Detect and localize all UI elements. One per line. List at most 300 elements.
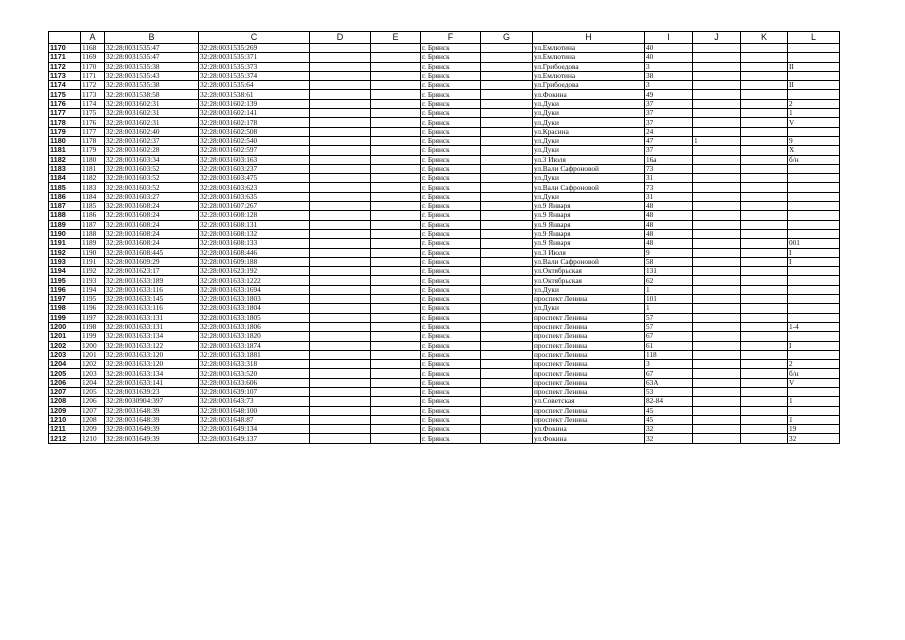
col-j-cell[interactable] xyxy=(693,109,741,118)
col-h-cell[interactable]: проспект Ленина xyxy=(533,322,645,331)
col-c-cell[interactable]: 32:28:0031633:606 xyxy=(199,378,310,387)
col-l-cell[interactable] xyxy=(788,90,840,99)
row-number-cell[interactable]: 1175 xyxy=(49,90,81,99)
col-e-cell[interactable] xyxy=(371,295,421,304)
col-c-cell[interactable]: 32:28:0031535:269 xyxy=(199,44,310,53)
col-b-cell[interactable]: 32:28:0031648:39 xyxy=(105,406,199,415)
col-b-cell[interactable]: 32:28:0031639:23 xyxy=(105,387,199,396)
col-g-cell[interactable] xyxy=(481,239,533,248)
col-i-cell[interactable]: 49 xyxy=(645,90,693,99)
col-a-cell[interactable]: 1194 xyxy=(81,285,105,294)
col-h-cell[interactable]: проспект Ленина xyxy=(533,341,645,350)
col-f-cell[interactable]: г. Брянск xyxy=(421,360,481,369)
col-b-cell[interactable]: 32:28:0031535:38 xyxy=(105,62,199,71)
col-g-cell[interactable] xyxy=(481,192,533,201)
column-header-k[interactable]: K xyxy=(741,32,788,44)
col-f-cell[interactable]: г. Брянск xyxy=(421,174,481,183)
col-b-cell[interactable]: 32:28:0031603:52 xyxy=(105,174,199,183)
col-j-cell[interactable] xyxy=(693,90,741,99)
col-b-cell[interactable]: 32:28:0031633:134 xyxy=(105,369,199,378)
col-h-cell[interactable]: ул.Дуки xyxy=(533,118,645,127)
col-l-cell[interactable]: 2 xyxy=(788,360,840,369)
col-a-cell[interactable]: 1205 xyxy=(81,387,105,396)
col-g-cell[interactable] xyxy=(481,295,533,304)
col-f-cell[interactable]: г. Брянск xyxy=(421,53,481,62)
col-c-cell[interactable]: 32:28:0031633:1694 xyxy=(199,285,310,294)
col-j-cell[interactable] xyxy=(693,174,741,183)
col-a-cell[interactable]: 1207 xyxy=(81,406,105,415)
col-f-cell[interactable]: г. Брянск xyxy=(421,127,481,136)
col-f-cell[interactable]: г. Брянск xyxy=(421,155,481,164)
col-e-cell[interactable] xyxy=(371,322,421,331)
column-header-d[interactable]: D xyxy=(310,32,371,44)
col-f-cell[interactable]: г. Брянск xyxy=(421,257,481,266)
col-b-cell[interactable]: 32:28:0031608:24 xyxy=(105,239,199,248)
col-h-cell[interactable]: проспект Ленина xyxy=(533,415,645,424)
row-number-cell[interactable]: 1189 xyxy=(49,220,81,229)
col-c-cell[interactable]: 32:28:0031535:373 xyxy=(199,62,310,71)
col-a-cell[interactable]: 1190 xyxy=(81,248,105,257)
col-c-cell[interactable]: 32:28:0031648:100 xyxy=(199,406,310,415)
col-j-cell[interactable] xyxy=(693,192,741,201)
col-b-cell[interactable]: 32:28:0031608:445 xyxy=(105,248,199,257)
col-b-cell[interactable]: 32:28:0031633:116 xyxy=(105,285,199,294)
col-k-cell[interactable] xyxy=(741,71,788,80)
col-f-cell[interactable]: г. Брянск xyxy=(421,146,481,155)
col-k-cell[interactable] xyxy=(741,304,788,313)
col-k-cell[interactable] xyxy=(741,174,788,183)
col-k-cell[interactable] xyxy=(741,369,788,378)
col-k-cell[interactable] xyxy=(741,192,788,201)
col-k-cell[interactable] xyxy=(741,276,788,285)
col-c-cell[interactable]: 32:28:0031607:267 xyxy=(199,202,310,211)
col-h-cell[interactable]: проспект Ленина xyxy=(533,406,645,415)
col-k-cell[interactable] xyxy=(741,267,788,276)
col-l-cell[interactable]: II xyxy=(788,62,840,71)
col-i-cell[interactable]: 82-84 xyxy=(645,397,693,406)
row-number-cell[interactable]: 1176 xyxy=(49,99,81,108)
col-b-cell[interactable]: 32:28:0031633:134 xyxy=(105,332,199,341)
col-a-cell[interactable]: 1206 xyxy=(81,397,105,406)
col-a-cell[interactable]: 1174 xyxy=(81,99,105,108)
col-k-cell[interactable] xyxy=(741,285,788,294)
col-b-cell[interactable]: 32:28:0031538:58 xyxy=(105,90,199,99)
col-a-cell[interactable]: 1186 xyxy=(81,211,105,220)
row-number-cell[interactable]: 1211 xyxy=(49,425,81,434)
col-g-cell[interactable] xyxy=(481,90,533,99)
col-h-cell[interactable]: ул.Емлютина xyxy=(533,44,645,53)
col-e-cell[interactable] xyxy=(371,341,421,350)
col-b-cell[interactable]: 32:28:0031608:24 xyxy=(105,211,199,220)
col-i-cell[interactable]: 57 xyxy=(645,313,693,322)
col-k-cell[interactable] xyxy=(741,53,788,62)
col-a-cell[interactable]: 1171 xyxy=(81,71,105,80)
col-e-cell[interactable] xyxy=(371,155,421,164)
col-b-cell[interactable]: 32:28:0031602:28 xyxy=(105,146,199,155)
col-k-cell[interactable] xyxy=(741,425,788,434)
col-d-cell[interactable] xyxy=(310,332,371,341)
col-h-cell[interactable]: ул.Дуки xyxy=(533,304,645,313)
col-g-cell[interactable] xyxy=(481,425,533,434)
col-e-cell[interactable] xyxy=(371,71,421,80)
row-number-cell[interactable]: 1193 xyxy=(49,257,81,266)
col-a-cell[interactable]: 1179 xyxy=(81,146,105,155)
col-f-cell[interactable]: г. Брянск xyxy=(421,71,481,80)
col-d-cell[interactable] xyxy=(310,304,371,313)
col-j-cell[interactable] xyxy=(693,397,741,406)
col-f-cell[interactable]: г. Брянск xyxy=(421,136,481,145)
col-i-cell[interactable]: 73 xyxy=(645,164,693,173)
col-h-cell[interactable]: ул.3 Июля xyxy=(533,248,645,257)
col-b-cell[interactable]: 32:28:0031602:31 xyxy=(105,118,199,127)
col-e-cell[interactable] xyxy=(371,183,421,192)
col-e-cell[interactable] xyxy=(371,378,421,387)
col-i-cell[interactable]: 118 xyxy=(645,350,693,359)
col-h-cell[interactable]: ул.Емлютина xyxy=(533,71,645,80)
col-c-cell[interactable]: 32:28:0031648:87 xyxy=(199,415,310,424)
col-h-cell[interactable]: ул.9 Января xyxy=(533,220,645,229)
col-l-cell[interactable] xyxy=(788,313,840,322)
col-e-cell[interactable] xyxy=(371,387,421,396)
col-l-cell[interactable] xyxy=(788,53,840,62)
col-k-cell[interactable] xyxy=(741,99,788,108)
col-b-cell[interactable]: 32:28:0031633:131 xyxy=(105,322,199,331)
col-k-cell[interactable] xyxy=(741,415,788,424)
col-b-cell[interactable]: 32:28:0031609:29 xyxy=(105,257,199,266)
col-g-cell[interactable] xyxy=(481,136,533,145)
col-l-cell[interactable] xyxy=(788,183,840,192)
col-b-cell[interactable]: 32:28:0031603:52 xyxy=(105,183,199,192)
col-e-cell[interactable] xyxy=(371,164,421,173)
col-e-cell[interactable] xyxy=(371,276,421,285)
col-l-cell[interactable] xyxy=(788,276,840,285)
col-i-cell[interactable]: 101 xyxy=(645,295,693,304)
col-l-cell[interactable]: I xyxy=(788,341,840,350)
col-i-cell[interactable]: 48 xyxy=(645,211,693,220)
col-g-cell[interactable] xyxy=(481,434,533,443)
col-g-cell[interactable] xyxy=(481,360,533,369)
col-g-cell[interactable] xyxy=(481,322,533,331)
col-g-cell[interactable] xyxy=(481,53,533,62)
col-a-cell[interactable]: 1208 xyxy=(81,415,105,424)
col-a-cell[interactable]: 1198 xyxy=(81,322,105,331)
col-b-cell[interactable]: 32:28:0031633:131 xyxy=(105,313,199,322)
col-f-cell[interactable]: г. Брянск xyxy=(421,415,481,424)
row-number-cell[interactable]: 1182 xyxy=(49,155,81,164)
col-g-cell[interactable] xyxy=(481,415,533,424)
col-f-cell[interactable]: г. Брянск xyxy=(421,406,481,415)
row-number-cell[interactable]: 1204 xyxy=(49,360,81,369)
col-i-cell[interactable]: 62 xyxy=(645,276,693,285)
corner-header-cell[interactable] xyxy=(49,32,81,44)
col-i-cell[interactable]: 3 xyxy=(645,81,693,90)
col-k-cell[interactable] xyxy=(741,44,788,53)
row-number-cell[interactable]: 1209 xyxy=(49,406,81,415)
col-c-cell[interactable]: 32:28:0031603:475 xyxy=(199,174,310,183)
col-h-cell[interactable]: проспект Ленина xyxy=(533,313,645,322)
col-h-cell[interactable]: ул.Фокина xyxy=(533,425,645,434)
col-b-cell[interactable]: 32:28:0031648:39 xyxy=(105,415,199,424)
col-c-cell[interactable]: 32:28:0031603:237 xyxy=(199,164,310,173)
col-g-cell[interactable] xyxy=(481,183,533,192)
col-c-cell[interactable]: 32:28:0031602:141 xyxy=(199,109,310,118)
col-l-cell[interactable] xyxy=(788,406,840,415)
col-a-cell[interactable]: 1200 xyxy=(81,341,105,350)
col-g-cell[interactable] xyxy=(481,127,533,136)
col-d-cell[interactable] xyxy=(310,136,371,145)
col-c-cell[interactable]: 32:28:0031623:192 xyxy=(199,267,310,276)
col-j-cell[interactable] xyxy=(693,406,741,415)
col-i-cell[interactable]: 3 xyxy=(645,62,693,71)
col-h-cell[interactable]: ул.3 Июля xyxy=(533,155,645,164)
col-h-cell[interactable]: ул.Дуки xyxy=(533,174,645,183)
col-i-cell[interactable]: 16а xyxy=(645,155,693,164)
col-j-cell[interactable] xyxy=(693,118,741,127)
col-a-cell[interactable]: 1201 xyxy=(81,350,105,359)
col-g-cell[interactable] xyxy=(481,44,533,53)
col-e-cell[interactable] xyxy=(371,332,421,341)
col-b-cell[interactable]: 32:28:0031535:47 xyxy=(105,44,199,53)
col-d-cell[interactable] xyxy=(310,81,371,90)
col-f-cell[interactable]: г. Брянск xyxy=(421,248,481,257)
col-a-cell[interactable]: 1184 xyxy=(81,192,105,201)
col-a-cell[interactable]: 1210 xyxy=(81,434,105,443)
col-f-cell[interactable]: г. Брянск xyxy=(421,211,481,220)
col-b-cell[interactable]: 32:28:0031623:17 xyxy=(105,267,199,276)
col-a-cell[interactable]: 1196 xyxy=(81,304,105,313)
col-l-cell[interactable] xyxy=(788,164,840,173)
col-j-cell[interactable] xyxy=(693,434,741,443)
col-f-cell[interactable]: г. Брянск xyxy=(421,434,481,443)
col-a-cell[interactable]: 1188 xyxy=(81,229,105,238)
col-l-cell[interactable] xyxy=(788,267,840,276)
col-l-cell[interactable] xyxy=(788,332,840,341)
col-i-cell[interactable]: 61 xyxy=(645,341,693,350)
col-i-cell[interactable]: 48 xyxy=(645,239,693,248)
col-h-cell[interactable]: ул.Вали Сафроновой xyxy=(533,257,645,266)
col-l-cell[interactable]: 9 xyxy=(788,136,840,145)
col-a-cell[interactable]: 1204 xyxy=(81,378,105,387)
row-number-cell[interactable]: 1206 xyxy=(49,378,81,387)
col-f-cell[interactable]: г. Брянск xyxy=(421,425,481,434)
col-e-cell[interactable] xyxy=(371,192,421,201)
row-number-cell[interactable]: 1201 xyxy=(49,332,81,341)
column-header-i[interactable]: I xyxy=(645,32,693,44)
col-f-cell[interactable]: г. Брянск xyxy=(421,387,481,396)
row-number-cell[interactable]: 1172 xyxy=(49,62,81,71)
col-g-cell[interactable] xyxy=(481,257,533,266)
col-a-cell[interactable]: 1192 xyxy=(81,267,105,276)
col-c-cell[interactable]: 32:28:0031643:73 xyxy=(199,397,310,406)
col-f-cell[interactable]: г. Брянск xyxy=(421,109,481,118)
col-g-cell[interactable] xyxy=(481,248,533,257)
col-k-cell[interactable] xyxy=(741,118,788,127)
col-l-cell[interactable]: II xyxy=(788,81,840,90)
col-i-cell[interactable]: 48 xyxy=(645,229,693,238)
col-c-cell[interactable]: 32:28:0031633:520 xyxy=(199,369,310,378)
col-a-cell[interactable]: 1181 xyxy=(81,164,105,173)
col-e-cell[interactable] xyxy=(371,81,421,90)
col-j-cell[interactable] xyxy=(693,99,741,108)
row-number-cell[interactable]: 1191 xyxy=(49,239,81,248)
col-k-cell[interactable] xyxy=(741,434,788,443)
col-i-cell[interactable]: 38 xyxy=(645,71,693,80)
col-c-cell[interactable]: 32:28:0031633:318 xyxy=(199,360,310,369)
col-f-cell[interactable]: г. Брянск xyxy=(421,164,481,173)
col-l-cell[interactable] xyxy=(788,304,840,313)
col-a-cell[interactable]: 1169 xyxy=(81,53,105,62)
col-i-cell[interactable]: 67 xyxy=(645,369,693,378)
col-a-cell[interactable]: 1176 xyxy=(81,118,105,127)
col-h-cell[interactable]: ул.9 Января xyxy=(533,239,645,248)
col-c-cell[interactable]: 32:28:0031633:1820 xyxy=(199,332,310,341)
col-e-cell[interactable] xyxy=(371,267,421,276)
col-c-cell[interactable]: 32:28:0031602:508 xyxy=(199,127,310,136)
col-a-cell[interactable]: 1191 xyxy=(81,257,105,266)
col-g-cell[interactable] xyxy=(481,387,533,396)
col-k-cell[interactable] xyxy=(741,341,788,350)
col-g-cell[interactable] xyxy=(481,304,533,313)
col-k-cell[interactable] xyxy=(741,239,788,248)
col-e-cell[interactable] xyxy=(371,239,421,248)
col-h-cell[interactable]: проспект Ленина xyxy=(533,369,645,378)
col-i-cell[interactable]: 1 xyxy=(645,285,693,294)
col-g-cell[interactable] xyxy=(481,71,533,80)
col-e-cell[interactable] xyxy=(371,313,421,322)
col-d-cell[interactable] xyxy=(310,127,371,136)
column-header-l[interactable]: L xyxy=(788,32,840,44)
col-j-cell[interactable] xyxy=(693,378,741,387)
col-g-cell[interactable] xyxy=(481,118,533,127)
col-e-cell[interactable] xyxy=(371,434,421,443)
col-d-cell[interactable] xyxy=(310,229,371,238)
col-c-cell[interactable]: 32:28:0031639:107 xyxy=(199,387,310,396)
col-l-cell[interactable] xyxy=(788,295,840,304)
col-h-cell[interactable]: ул.Красина xyxy=(533,127,645,136)
col-d-cell[interactable] xyxy=(310,109,371,118)
col-c-cell[interactable]: 32:28:0031602:597 xyxy=(199,146,310,155)
col-c-cell[interactable]: 32:28:0031535:374 xyxy=(199,71,310,80)
col-l-cell[interactable]: I xyxy=(788,257,840,266)
col-g-cell[interactable] xyxy=(481,229,533,238)
col-k-cell[interactable] xyxy=(741,146,788,155)
col-j-cell[interactable] xyxy=(693,146,741,155)
col-d-cell[interactable] xyxy=(310,239,371,248)
col-k-cell[interactable] xyxy=(741,397,788,406)
col-b-cell[interactable]: 32:28:0031535:47 xyxy=(105,53,199,62)
col-j-cell[interactable] xyxy=(693,164,741,173)
col-k-cell[interactable] xyxy=(741,127,788,136)
col-h-cell[interactable]: ул.Емлютина xyxy=(533,53,645,62)
col-f-cell[interactable]: г. Брянск xyxy=(421,378,481,387)
col-a-cell[interactable]: 1182 xyxy=(81,174,105,183)
col-f-cell[interactable]: г. Брянск xyxy=(421,313,481,322)
col-c-cell[interactable]: 32:28:0031608:128 xyxy=(199,211,310,220)
col-b-cell[interactable]: 32:28:0031633:120 xyxy=(105,360,199,369)
col-l-cell[interactable] xyxy=(788,285,840,294)
col-d-cell[interactable] xyxy=(310,71,371,80)
col-j-cell[interactable] xyxy=(693,295,741,304)
col-d-cell[interactable] xyxy=(310,397,371,406)
col-b-cell[interactable]: 32:28:0031649:39 xyxy=(105,434,199,443)
col-g-cell[interactable] xyxy=(481,202,533,211)
col-c-cell[interactable]: 32:28:0031609:188 xyxy=(199,257,310,266)
col-j-cell[interactable] xyxy=(693,257,741,266)
col-j-cell[interactable] xyxy=(693,332,741,341)
col-f-cell[interactable]: г. Брянск xyxy=(421,202,481,211)
col-i-cell[interactable]: 48 xyxy=(645,220,693,229)
row-number-cell[interactable]: 1184 xyxy=(49,174,81,183)
col-i-cell[interactable]: 67 xyxy=(645,332,693,341)
col-f-cell[interactable]: г. Брянск xyxy=(421,118,481,127)
col-k-cell[interactable] xyxy=(741,62,788,71)
col-d-cell[interactable] xyxy=(310,62,371,71)
row-number-cell[interactable]: 1183 xyxy=(49,164,81,173)
col-f-cell[interactable]: г. Брянск xyxy=(421,90,481,99)
row-number-cell[interactable]: 1210 xyxy=(49,415,81,424)
col-f-cell[interactable]: г. Брянск xyxy=(421,332,481,341)
col-l-cell[interactable]: 1 xyxy=(788,415,840,424)
col-f-cell[interactable]: г. Брянск xyxy=(421,62,481,71)
col-e-cell[interactable] xyxy=(371,397,421,406)
col-e-cell[interactable] xyxy=(371,220,421,229)
col-h-cell[interactable]: ул.Дуки xyxy=(533,136,645,145)
col-g-cell[interactable] xyxy=(481,81,533,90)
col-l-cell[interactable] xyxy=(788,387,840,396)
column-header-h[interactable]: H xyxy=(533,32,645,44)
col-h-cell[interactable]: ул.9 Января xyxy=(533,211,645,220)
column-header-c[interactable]: C xyxy=(199,32,310,44)
col-f-cell[interactable]: г. Брянск xyxy=(421,220,481,229)
col-h-cell[interactable]: проспект Ленина xyxy=(533,378,645,387)
row-number-cell[interactable]: 1177 xyxy=(49,109,81,118)
col-g-cell[interactable] xyxy=(481,397,533,406)
col-g-cell[interactable] xyxy=(481,341,533,350)
column-header-e[interactable]: E xyxy=(371,32,421,44)
col-b-cell[interactable]: 32:28:0031603:52 xyxy=(105,164,199,173)
col-k-cell[interactable] xyxy=(741,81,788,90)
col-d-cell[interactable] xyxy=(310,387,371,396)
col-i-cell[interactable]: 53 xyxy=(645,387,693,396)
col-k-cell[interactable] xyxy=(741,248,788,257)
col-l-cell[interactable] xyxy=(788,71,840,80)
col-e-cell[interactable] xyxy=(371,62,421,71)
col-b-cell[interactable]: 32:28:0031602:40 xyxy=(105,127,199,136)
col-h-cell[interactable]: ул.Фокина xyxy=(533,90,645,99)
col-j-cell[interactable] xyxy=(693,360,741,369)
col-c-cell[interactable]: 32:28:0031633:1874 xyxy=(199,341,310,350)
col-g-cell[interactable] xyxy=(481,146,533,155)
col-b-cell[interactable]: 32:28:0031608:24 xyxy=(105,220,199,229)
col-k-cell[interactable] xyxy=(741,109,788,118)
col-f-cell[interactable]: г. Брянск xyxy=(421,341,481,350)
column-header-g[interactable]: G xyxy=(481,32,533,44)
col-j-cell[interactable]: 1 xyxy=(693,136,741,145)
col-h-cell[interactable]: проспект Ленина xyxy=(533,360,645,369)
col-g-cell[interactable] xyxy=(481,369,533,378)
col-j-cell[interactable] xyxy=(693,155,741,164)
col-e-cell[interactable] xyxy=(371,53,421,62)
row-number-cell[interactable]: 1198 xyxy=(49,304,81,313)
col-h-cell[interactable]: ул.Дуки xyxy=(533,109,645,118)
col-i-cell[interactable]: 24 xyxy=(645,127,693,136)
col-c-cell[interactable]: 32:28:0031602:139 xyxy=(199,99,310,108)
col-f-cell[interactable]: г. Брянск xyxy=(421,239,481,248)
col-l-cell[interactable] xyxy=(788,44,840,53)
col-f-cell[interactable]: г. Брянск xyxy=(421,350,481,359)
col-j-cell[interactable] xyxy=(693,313,741,322)
col-d-cell[interactable] xyxy=(310,257,371,266)
